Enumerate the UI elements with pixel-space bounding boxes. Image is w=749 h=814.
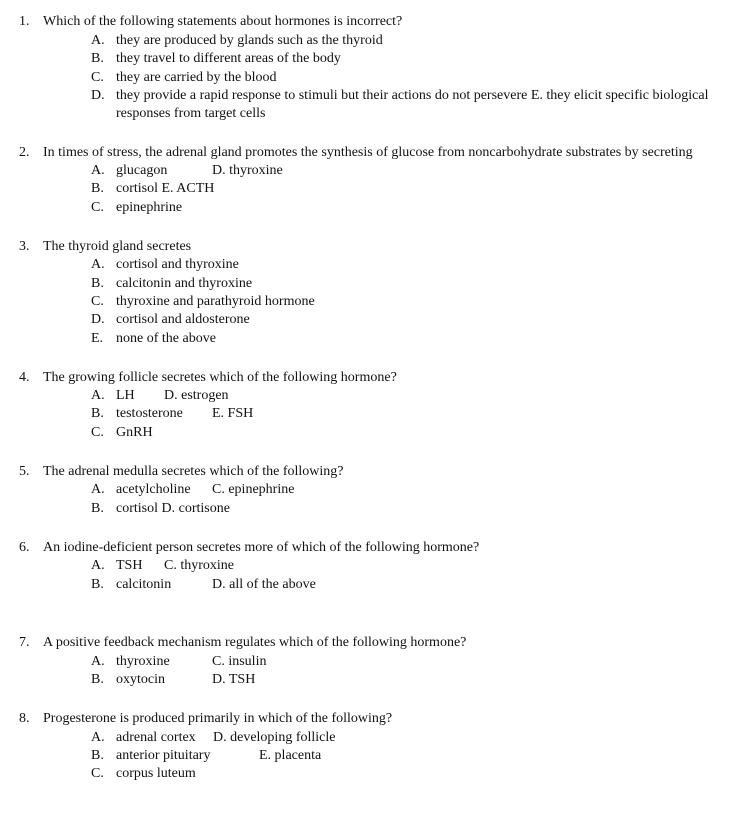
option-letter: D. xyxy=(91,312,105,327)
option-letter: A. xyxy=(91,558,105,573)
option-letter: E. xyxy=(91,331,104,346)
option-letter: A. xyxy=(91,482,105,497)
option-extra: D. all of the above xyxy=(212,577,316,592)
option-text: they travel to different areas of the body xyxy=(116,51,341,66)
option-text: cortisol D. cortisone xyxy=(116,501,230,516)
option-extra: C. epinephrine xyxy=(212,482,295,497)
option-text-continuation: responses from target cells xyxy=(116,106,266,121)
option-extra: C. insulin xyxy=(212,654,267,669)
option-extra: D. TSH xyxy=(212,672,256,687)
option-text: testosterone xyxy=(116,406,183,421)
option-extra: D. estrogen xyxy=(164,388,229,403)
option-letter: C. xyxy=(91,766,104,781)
question-number: 6. xyxy=(19,540,30,555)
option-extra: D. thyroxine xyxy=(212,163,283,178)
option-letter: D. xyxy=(91,88,105,103)
option-text: they are carried by the blood xyxy=(116,70,277,85)
option-text: adrenal cortex xyxy=(116,730,196,745)
option-letter: A. xyxy=(91,388,105,403)
option-text: they are produced by glands such as the thyroid xyxy=(116,33,383,48)
question-text: The adrenal medulla secretes which of the following? xyxy=(43,464,344,479)
question-number: 3. xyxy=(19,239,30,254)
question-text: Which of the following statements about hormones is incorrect? xyxy=(43,14,403,29)
question-text: An iodine-deficient person secretes more of which of the following hormone? xyxy=(43,540,480,555)
option-letter: B. xyxy=(91,672,104,687)
question-number: 1. xyxy=(19,14,30,29)
option-text: none of the above xyxy=(116,331,216,346)
option-text: cortisol and thyroxine xyxy=(116,257,239,272)
option-text: oxytocin xyxy=(116,672,165,687)
question-text: The growing follicle secretes which of the following hormone? xyxy=(43,370,397,385)
option-letter: B. xyxy=(91,501,104,516)
option-letter: B. xyxy=(91,181,104,196)
option-letter: A. xyxy=(91,163,105,178)
option-letter: A. xyxy=(91,730,105,745)
option-text: thyroxine xyxy=(116,654,170,669)
option-extra: D. developing follicle xyxy=(213,730,336,745)
option-letter: A. xyxy=(91,33,105,48)
option-text: thyroxine and parathyroid hormone xyxy=(116,294,315,309)
option-extra: C. thyroxine xyxy=(164,558,234,573)
option-text: epinephrine xyxy=(116,200,183,215)
question-text: Progesterone is produced primarily in which of the following? xyxy=(43,711,393,726)
question-text: A positive feedback mechanism regulates which of the following hormone? xyxy=(43,635,467,650)
option-text: corpus luteum xyxy=(116,766,196,781)
option-letter: B. xyxy=(91,276,104,291)
option-text: calcitonin and thyroxine xyxy=(116,276,253,291)
question-number: 8. xyxy=(19,711,30,726)
option-letter: C. xyxy=(91,294,104,309)
option-letter: B. xyxy=(91,51,104,66)
option-text: GnRH xyxy=(116,425,153,440)
option-text: anterior pituitary xyxy=(116,748,211,763)
option-letter: B. xyxy=(91,406,104,421)
question-number: 2. xyxy=(19,145,30,160)
question-number: 7. xyxy=(19,635,30,650)
question-text: The thyroid gland secretes xyxy=(43,239,192,254)
option-text: calcitonin xyxy=(116,577,172,592)
option-letter: B. xyxy=(91,577,104,592)
question-number: 5. xyxy=(19,464,30,479)
option-letter: A. xyxy=(91,257,105,272)
option-text: cortisol and aldosterone xyxy=(116,312,250,327)
option-text: cortisol E. ACTH xyxy=(116,181,215,196)
option-letter: C. xyxy=(91,200,104,215)
option-extra: E. placenta xyxy=(259,748,322,763)
option-letter: B. xyxy=(91,748,104,763)
option-text: acetylcholine xyxy=(116,482,191,497)
option-text: they provide a rapid response to stimuli but their actions do not persevere E. they elicit specific biological xyxy=(116,88,709,103)
option-text: LH xyxy=(116,388,135,403)
question-text: In times of stress, the adrenal gland promotes the synthesis of glucose from noncarbohydrate substrates by secreting xyxy=(43,145,693,160)
option-text: TSH xyxy=(116,558,143,573)
option-text: glucagon xyxy=(116,163,168,178)
question-number: 4. xyxy=(19,370,30,385)
option-letter: A. xyxy=(91,654,105,669)
option-extra: E. FSH xyxy=(212,406,254,421)
option-letter: C. xyxy=(91,425,104,440)
option-letter: C. xyxy=(91,70,104,85)
